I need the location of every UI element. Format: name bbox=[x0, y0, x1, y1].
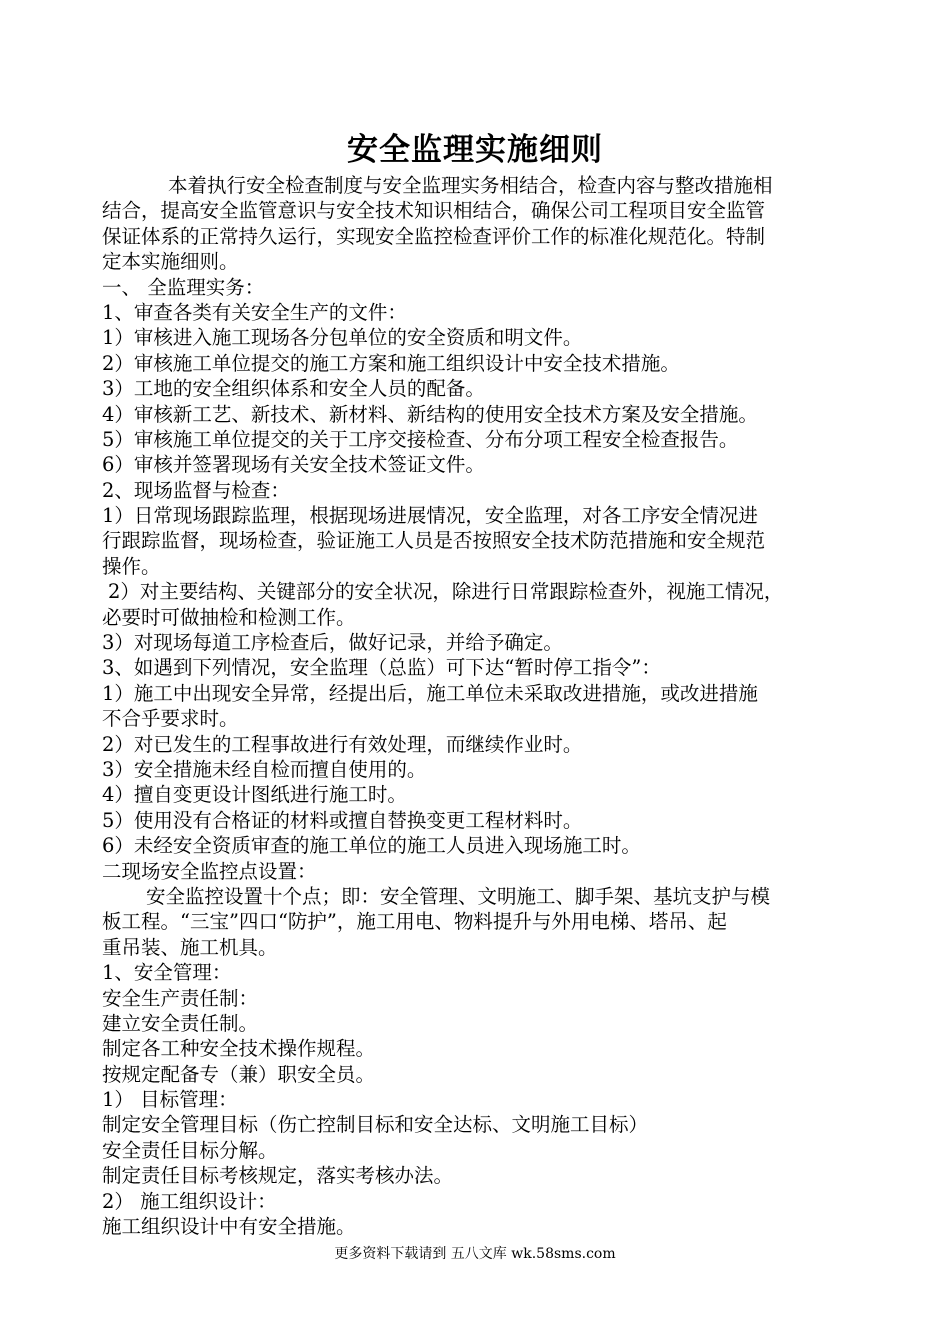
paragraph-line: 安全监控设置十个点；即：安全管理、文明施工、脚手架、基坑支护与模 bbox=[146, 884, 771, 908]
section-heading: 一、 全监理实务： bbox=[102, 275, 265, 299]
list-item: 1）审核进入施工现场各分包单位的安全资质和明文件。 bbox=[102, 326, 583, 350]
paragraph-line: 本着执行安全检查制度与安全监理实务相结合，检查内容与整改措施相 bbox=[168, 174, 773, 197]
list-item: 1） 目标管理： bbox=[102, 1088, 238, 1112]
paragraph-line: 制定各工种安全技术操作规程。 bbox=[102, 1037, 376, 1061]
subsection-heading: 1、审查各类有关安全生产的文件： bbox=[102, 300, 407, 324]
paragraph-line: 建立安全责任制。 bbox=[102, 1011, 259, 1035]
paragraph-line: 板工程。“三宝”四口“防护”，施工用电、物料提升与外用电梯、塔吊、起 bbox=[102, 910, 727, 934]
section-heading: 二现场安全监控点设置： bbox=[102, 859, 317, 883]
paragraph-line: 安全生产责任制： bbox=[102, 986, 259, 1010]
list-item: 2）对主要结构、关键部分的安全状况，除进行日常跟踪检查外，视施工情况， bbox=[108, 580, 784, 604]
list-item: 4）审核新工艺、新技术、新材料、新结构的使用安全技术方案及安全措施。 bbox=[102, 402, 758, 426]
paragraph-line: 不合乎要求时。 bbox=[102, 707, 239, 731]
list-item: 5）审核施工单位提交的关于工序交接检查、分布分项工程安全检查报告。 bbox=[102, 427, 739, 451]
list-item: 1）日常现场跟踪监理，根据现场进展情况，安全监理，对各工序安全情况进 bbox=[102, 504, 758, 528]
paragraph-line: 重吊装、施工机具。 bbox=[102, 935, 278, 959]
paragraph-line: 结合，提高安全监管意识与安全技术知识相结合，确保公司工程项目安全监管 bbox=[102, 199, 766, 223]
paragraph-line: 行跟踪监督，现场检查，验证施工人员是否按照安全技术防范措施和安全规范 bbox=[102, 529, 766, 553]
list-item: 6）未经安全资质审查的施工单位的施工人员进入现场施工时。 bbox=[102, 834, 641, 858]
subsection-heading: 3、如遇到下列情况，安全监理（总监）可下达“暂时停工指令”： bbox=[102, 656, 661, 680]
paragraph-line: 制定安全管理目标（伤亡控制目标和安全达标、文明施工目标） bbox=[102, 1113, 649, 1137]
list-item: 2） 施工组织设计： bbox=[102, 1189, 277, 1213]
paragraph-line: 安全责任目标分解。 bbox=[102, 1138, 278, 1162]
list-item: 3）工地的安全组织体系和安全人员的配备。 bbox=[102, 377, 485, 401]
paragraph-line: 施工组织设计中有安全措施。 bbox=[102, 1215, 356, 1239]
paragraph-line: 定本实施细则。 bbox=[102, 250, 239, 274]
list-item: 2）审核施工单位提交的施工方案和施工组织设计中安全技术措施。 bbox=[102, 351, 680, 375]
document-title: 安全监理实施细则 bbox=[347, 132, 603, 168]
paragraph-line: 按规定配备专（兼）职安全员。 bbox=[102, 1062, 376, 1086]
paragraph-line: 操作。 bbox=[102, 554, 161, 578]
subsection-heading: 2、现场监督与检查： bbox=[102, 478, 290, 502]
paragraph-line: 制定责任目标考核规定，落实考核办法。 bbox=[102, 1164, 454, 1188]
list-item: 2）对已发生的工程事故进行有效处理，而继续作业时。 bbox=[102, 732, 583, 756]
list-item: 1）施工中出现安全异常，经提出后，施工单位未采取改进措施，或改进措施 bbox=[102, 681, 758, 705]
subsection-heading: 1、安全管理： bbox=[102, 961, 232, 985]
list-item: 4）擅自变更设计图纸进行施工时。 bbox=[102, 783, 407, 807]
paragraph-line: 必要时可做抽检和检测工作。 bbox=[102, 605, 356, 629]
paragraph-line: 保证体系的正常持久运行，实现安全监控检查评价工作的标准化规范化。特制 bbox=[102, 224, 766, 248]
document-body bbox=[102, 173, 872, 1239]
page-footer: 更多资料下载请到 五八文库 wk.58sms.com bbox=[334, 1246, 616, 1262]
list-item: 3）对现场每道工序检查后，做好记录，并给予确定。 bbox=[102, 631, 563, 655]
list-item: 5）使用没有合格证的材料或擅自替换变更工程材料时。 bbox=[102, 808, 583, 832]
list-item: 3）安全措施未经自检而擅自使用的。 bbox=[102, 757, 427, 781]
list-item: 6）审核并签署现场有关安全技术签证文件。 bbox=[102, 453, 485, 477]
